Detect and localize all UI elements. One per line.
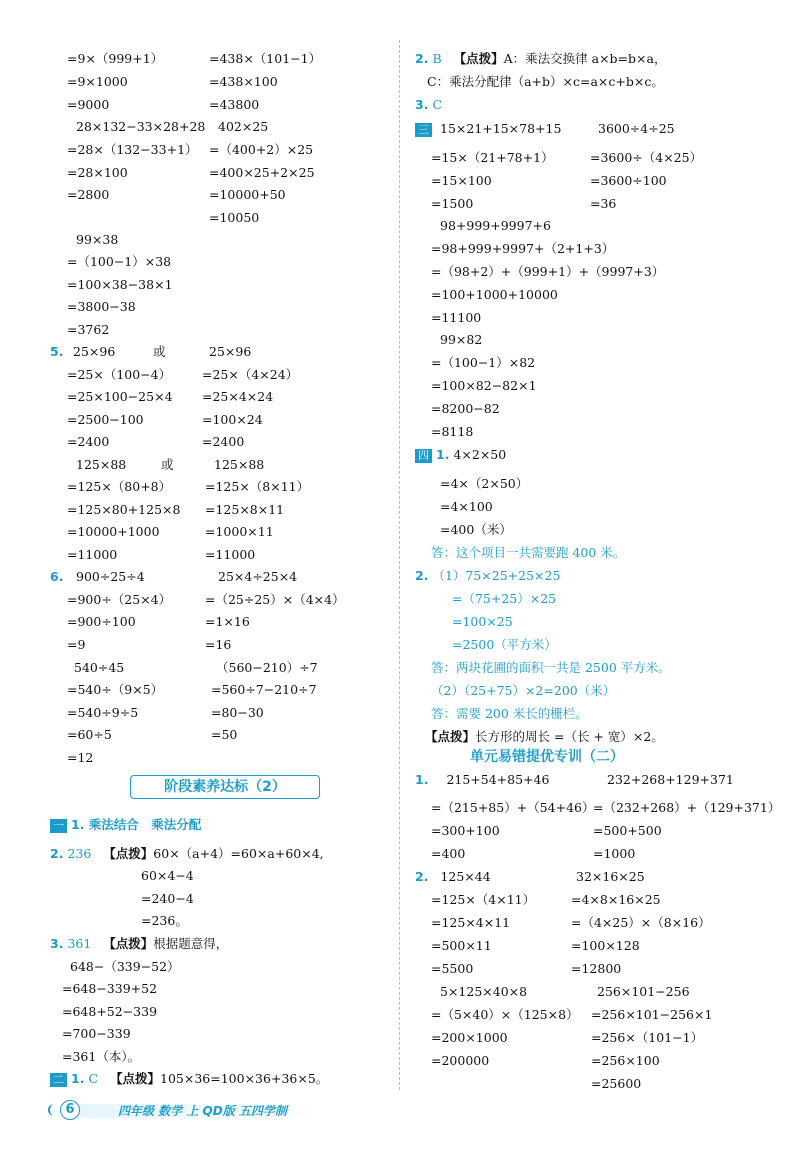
calc-line: 125×88 — [76, 457, 127, 472]
calc-line: =（25÷25）×（4×4） — [205, 592, 345, 607]
calc-line: =10050 — [209, 210, 260, 225]
calc-line: =500+500 — [593, 823, 662, 838]
calc-line: 215+54+85+46 — [446, 772, 550, 787]
calc-line: =400 — [431, 846, 466, 861]
answer: B — [432, 51, 442, 66]
calc-line: 32×16×25 — [576, 869, 645, 884]
question-number: 3. — [50, 936, 64, 951]
calc-line: =8118 — [431, 424, 474, 439]
calc-line: （2）（25+75）×2=200（米） — [431, 683, 616, 698]
question-number: 2. — [415, 51, 429, 66]
calc-line: 15×21+15×78+15 — [440, 121, 562, 136]
calc-line: =5500 — [431, 961, 474, 976]
calc-line: 99×38 — [76, 232, 119, 247]
calc-line: =100×25 — [452, 614, 513, 629]
calc-line: =60÷5 — [67, 727, 112, 742]
calc-line: =（100−1）×38 — [67, 254, 172, 269]
calc-line: =4×8×16×25 — [571, 892, 661, 907]
answer-sentence: 答：这个项目一共需要跑 400 米。 — [431, 545, 626, 560]
calc-line: =10000+50 — [209, 187, 286, 202]
or-label: 或 — [153, 344, 166, 359]
section-badge: 三 — [415, 123, 432, 137]
calc-line: 25×96 — [73, 344, 116, 359]
calc-line: =3600÷（4×25） — [590, 150, 703, 165]
hint-text: 长方形的周长 =（长 + 宽）×2。 — [475, 729, 664, 744]
calc-line: =98+999+9997+（2+1+3） — [431, 241, 615, 256]
answer: C — [88, 1071, 99, 1086]
calc-line: =125×4×11 — [431, 915, 511, 930]
page-number: 6 — [60, 1100, 80, 1120]
calc-line: =80−30 — [211, 705, 264, 720]
calc-line: 3600÷4÷25 — [598, 121, 675, 136]
calc-line: （1）75×25+25×25 — [432, 568, 561, 583]
question-3 — [50, 936, 228, 952]
question-r3 — [415, 97, 442, 113]
calc-line: =3600÷100 — [590, 173, 667, 188]
calc-line: =1×16 — [205, 614, 250, 629]
calc-line: 99×82 — [440, 332, 483, 347]
calc-line: =3762 — [67, 322, 110, 337]
calc-line: =25600 — [591, 1076, 642, 1091]
calc-line: =200×1000 — [431, 1030, 508, 1045]
calc-line: =240−4 — [141, 891, 194, 906]
calc-line: =（5×40）×（125×8） — [431, 1007, 579, 1022]
section-badge: 四 — [415, 449, 432, 463]
hint-label: 【点拨】 — [103, 846, 154, 861]
calc-line: =100×128 — [571, 938, 640, 953]
calc-line: =900÷（25×4） — [67, 592, 172, 607]
calc-line: 125×44 — [440, 869, 491, 884]
calc-line: =11000 — [205, 547, 256, 562]
calc-line: =（400+2）×25 — [209, 142, 314, 157]
calc-line: 648−（339−52） — [70, 959, 180, 974]
hint-text: A：乘法交换律 a×b=b×a， — [503, 51, 667, 66]
hint-text: C：乘法分配律（a+b）×c=a×c+b×c。 — [427, 74, 664, 89]
column-divider — [399, 40, 400, 1090]
calc-line: =25×4×24 — [202, 389, 274, 404]
calc-line: =9×1000 — [67, 74, 128, 89]
calc-line: =540÷9÷5 — [67, 705, 139, 720]
calc-line: =28×（132−33+1） — [67, 142, 198, 157]
calc-line: （560−210）÷7 — [216, 660, 318, 675]
calc-line: =28×100 — [67, 165, 128, 180]
footer-text: 四年级 数学 上 QD版 五四学制 — [118, 1104, 287, 1118]
calc-line: =100+1000+10000 — [431, 287, 558, 302]
calc-line: =236。 — [141, 913, 188, 928]
calc-line: =648−339+52 — [62, 981, 158, 996]
calc-line: =256×（101−1） — [591, 1030, 704, 1045]
question-number: 1. — [71, 1071, 85, 1086]
calc-line: =（75+25）×25 — [452, 591, 557, 606]
calc-line: =4×100 — [440, 499, 493, 514]
calc-line: =256×101−256×1 — [591, 1007, 713, 1022]
calc-line: =2400 — [67, 434, 110, 449]
calc-line: =438×（101−1） — [209, 51, 322, 66]
hint-label: 【点拨】 — [103, 936, 154, 951]
calc-line: =11100 — [431, 310, 482, 325]
hint-text: 105×36=100×36+36×5。 — [160, 1071, 329, 1086]
answer: C — [432, 97, 443, 112]
calc-line: 232+268+129+371 — [607, 772, 734, 787]
calc-line: 900÷25÷4 — [76, 569, 145, 584]
calc-line: =300+100 — [431, 823, 500, 838]
hint-text: 60×（a+4）=60×a+60×4, — [153, 846, 324, 861]
calc-line: =361（本）。 — [62, 1049, 141, 1064]
question-number: 1. — [415, 772, 429, 787]
section-si — [415, 447, 506, 463]
calc-line: 28×132−33×28+28 — [76, 119, 206, 134]
section-title: 阶段素养达标（2） — [130, 775, 320, 799]
question-er-1 — [50, 1071, 328, 1087]
calc-line: =12 — [67, 750, 94, 765]
calc-line: =400（米） — [440, 522, 512, 537]
calc-line: =36 — [590, 196, 617, 211]
calc-line: =2400 — [202, 434, 245, 449]
section-san — [415, 121, 561, 137]
calc-line: =900÷100 — [67, 614, 136, 629]
calc-line: =438×100 — [209, 74, 278, 89]
question-2 — [50, 846, 324, 862]
answer-text: 1. 乘法结合 乘法分配 — [71, 817, 202, 832]
calc-line: =43800 — [209, 97, 260, 112]
calc-line: 98+999+9997+6 — [440, 218, 551, 233]
calc-line: =9 — [67, 637, 86, 652]
calc-line: =10000+1000 — [67, 524, 160, 539]
answer-sentence: 答：需要 200 米长的栅栏。 — [431, 706, 588, 721]
calc-line: =（100−1）×82 — [431, 355, 536, 370]
calc-line: 540÷45 — [74, 660, 125, 675]
question-number: 2. — [50, 846, 64, 861]
question-1 — [50, 817, 201, 833]
calc-line: =（232+268）+（129+371） — [593, 800, 781, 815]
calc-line: =125×（4×11） — [431, 892, 536, 907]
question-number: 6. — [50, 569, 64, 584]
calc-line: =1000×11 — [205, 524, 274, 539]
question-number: 5. — [50, 344, 64, 359]
question-u2 — [415, 869, 491, 885]
calc-line: =4×（2×50） — [440, 476, 529, 491]
calc-line: =500×11 — [431, 938, 492, 953]
calc-line: =648+52−339 — [62, 1004, 158, 1019]
calc-line: =1500 — [431, 196, 474, 211]
calc-line: 125×88 — [214, 457, 265, 472]
calc-line: 402×25 — [218, 119, 269, 134]
calc-line: =2500（平方米） — [452, 637, 557, 652]
calc-line: 25×4÷25×4 — [218, 569, 298, 584]
page-footer — [48, 1100, 328, 1120]
calc-line: =（98+2）+（999+1）+（9997+3） — [431, 264, 665, 279]
calc-line: =400×25+2×25 — [209, 165, 315, 180]
calc-line: =540÷（9×5） — [67, 682, 164, 697]
calc-line: =15×100 — [431, 173, 492, 188]
calc-line: =700−339 — [62, 1026, 131, 1041]
calc-line: =25×（100−4） — [67, 367, 172, 382]
hint-text: 根据题意得， — [153, 936, 229, 951]
question-r2 — [415, 51, 666, 67]
swoosh-icon — [48, 1104, 60, 1116]
or-label: 或 — [161, 457, 174, 472]
calc-line: =3800−38 — [67, 299, 136, 314]
calc-line: =125×80+125×8 — [67, 502, 181, 517]
calc-line: =100×24 — [202, 412, 263, 427]
question-number: 3. — [415, 97, 429, 112]
calc-line: =100×82−82×1 — [431, 378, 537, 393]
calc-line: =25×（4×24） — [202, 367, 299, 382]
answer: 236 — [67, 846, 92, 861]
section-badge: 一 — [50, 819, 67, 833]
answer-sentence: 答：两块花圃的面积一共是 2500 平方米。 — [431, 660, 671, 675]
calc-line: =8200−82 — [431, 401, 500, 416]
calc-line: =125×8×11 — [205, 502, 285, 517]
calc-line: 256×101−256 — [597, 984, 690, 999]
calc-line: 5×125×40×8 — [440, 984, 528, 999]
calc-line: =12800 — [571, 961, 622, 976]
question-number: 1. — [436, 447, 450, 462]
calc-line: =560÷7−210÷7 — [211, 682, 317, 697]
answer: 361 — [67, 936, 92, 951]
calc-line: =125×（8×11） — [205, 479, 310, 494]
calc-line: 4×2×50 — [453, 447, 507, 462]
calc-line: =256×100 — [591, 1053, 660, 1068]
hint-label: 【点拨】 — [425, 729, 476, 744]
calc-line: =15×（21+78+1） — [431, 150, 554, 165]
calc-line: =50 — [211, 727, 238, 742]
calc-line: =25×100−25×4 — [67, 389, 173, 404]
section-badge: 二 — [50, 1073, 67, 1087]
calc-line: =2500−100 — [67, 412, 144, 427]
hint-label: 【点拨】 — [453, 51, 504, 66]
calc-line: =11000 — [67, 547, 118, 562]
calc-line: =100×38−38×1 — [67, 277, 173, 292]
calc-line: =（215+85）+（54+46） — [431, 800, 595, 815]
question-number: 2. — [415, 869, 429, 884]
calc-line: =2800 — [67, 187, 110, 202]
calc-line: 25×96 — [209, 344, 252, 359]
hint-row — [425, 729, 664, 745]
calc-line: =200000 — [431, 1053, 490, 1068]
calc-line: 60×4−4 — [141, 868, 194, 883]
calc-line: =16 — [205, 637, 232, 652]
calc-line: =125×（80+8） — [67, 479, 172, 494]
hint-label: 【点拨】 — [110, 1071, 161, 1086]
question-si2 — [415, 568, 560, 584]
section-title: 单元易错提优专训（二） — [470, 749, 624, 765]
calc-line: =1000 — [593, 846, 636, 861]
calc-line: =9×（999+1） — [67, 51, 164, 66]
calc-line: =9000 — [67, 97, 110, 112]
question-number: 2. — [415, 568, 429, 583]
calc-line: =（4×25）×（8×16） — [571, 915, 711, 930]
question-u1 — [415, 772, 549, 788]
